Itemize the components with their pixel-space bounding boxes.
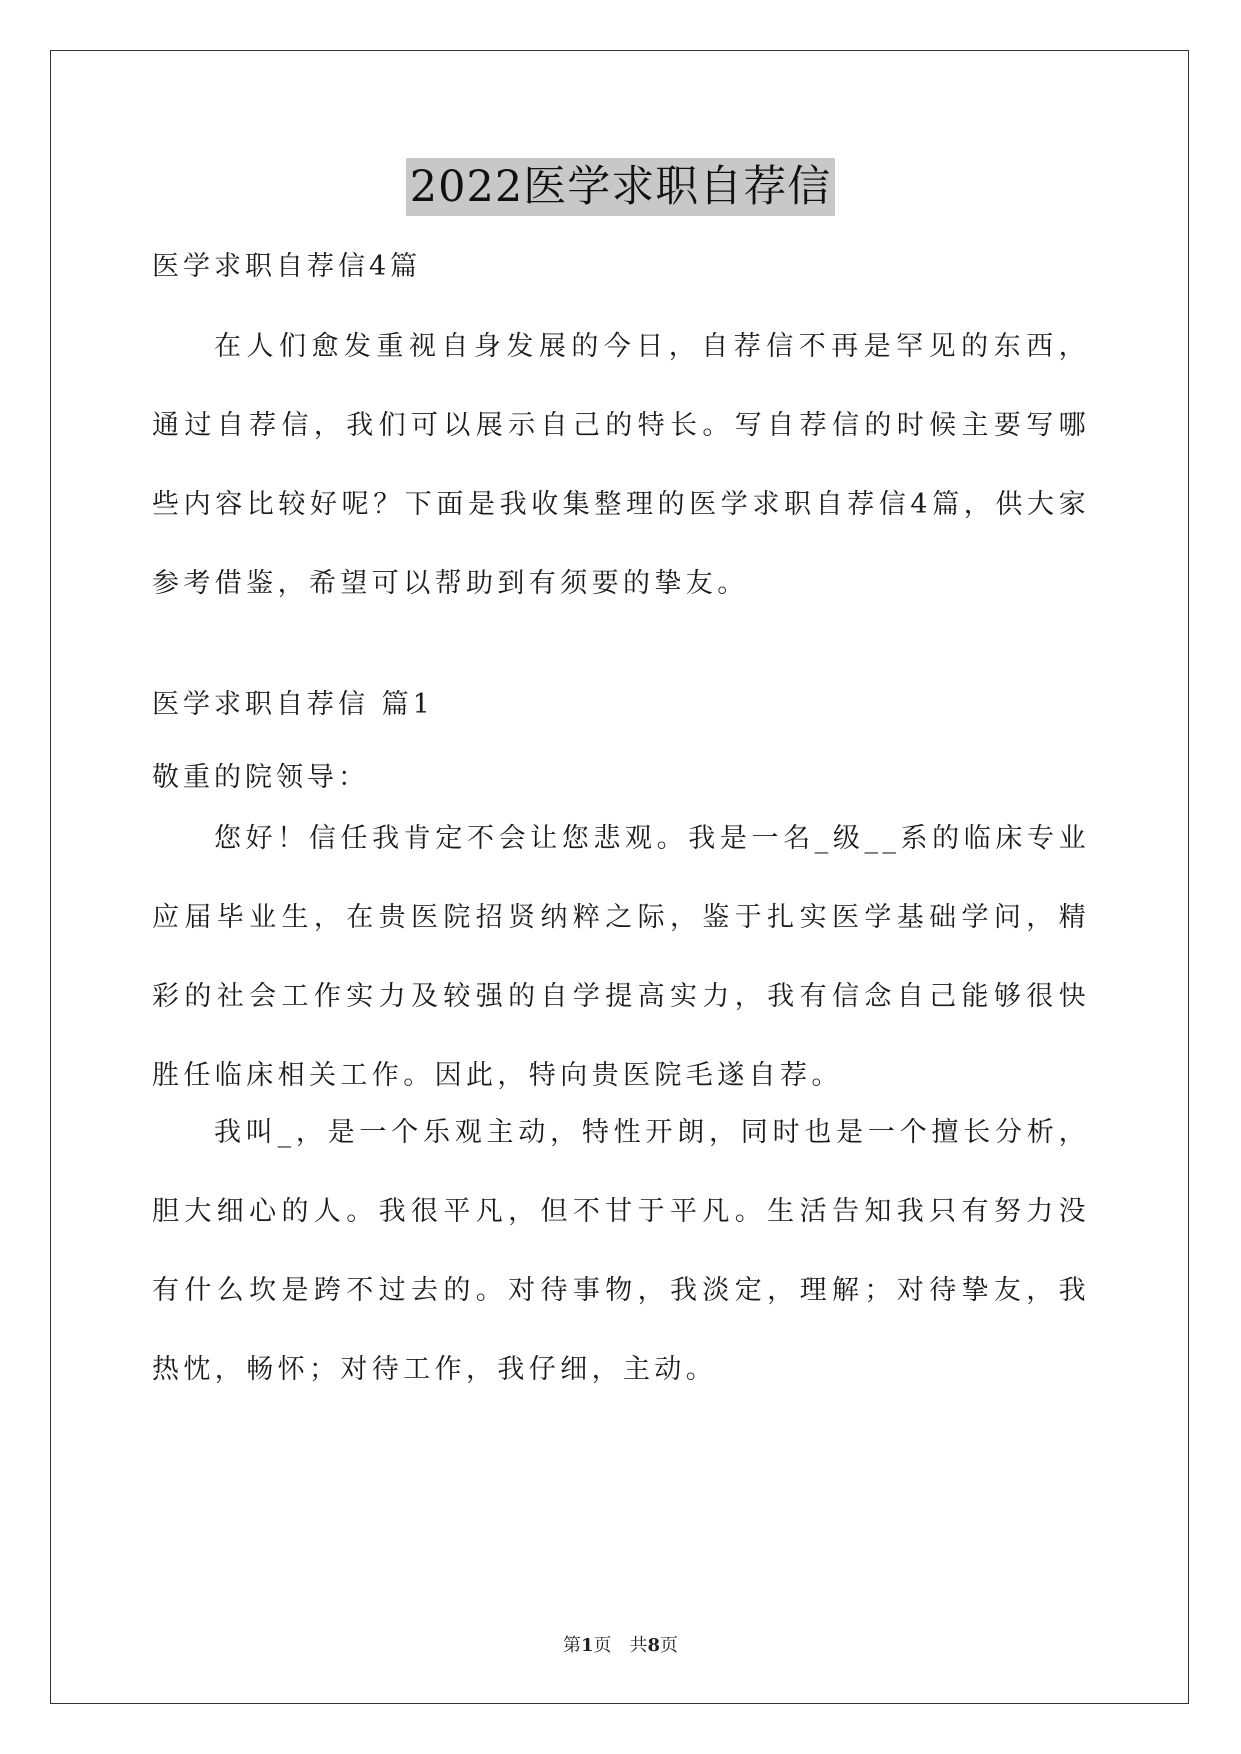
body-paragraph-2: 我叫_，是一个乐观主动，特性开朗，同时也是一个擅长分析，胆大细心的人。我很平凡，但不甘于平凡。生活告知我只有努力没有什么坎是跨不过去的。对待事物，我淡定，理解；对待挚友，我热忱，畅怀；对待工作，我仔细，主动。 — [152, 1117, 1090, 1385]
footer-total-pages: 8 — [647, 1635, 661, 1656]
page-footer — [0, 1631, 1241, 1657]
intro-paragraph: 在人们愈发重视自身发展的今日，自荐信不再是罕见的东西，通过自荐信，我们可以展示自己的特长。写自荐信的时候主要写哪些内容比较好呢？下面是我收集整理的医学求职自荐信4篇，供大家参考借鉴，希望可以帮助到有须要的挚友。 — [152, 331, 1090, 599]
section-heading: 医学求职自荐信 篇1 — [152, 689, 434, 720]
footer-mid: 页 共 — [593, 1635, 648, 1656]
salutation: 敬重的院领导： — [152, 762, 369, 793]
document-subtitle: 医学求职自荐信4篇 — [152, 251, 422, 282]
document-title: 2022医学求职自荐信 — [406, 158, 835, 216]
title-container — [0, 158, 1241, 216]
footer-current-page: 1 — [580, 1635, 594, 1656]
footer-suffix: 页 — [660, 1635, 679, 1656]
footer-prefix: 第 — [562, 1635, 581, 1656]
body-paragraph-1: 您好！信任我肯定不会让您悲观。我是一名_级__系的临床专业应届毕业生，在贵医院招贤纳粹之际，鉴于扎实医学基础学问，精彩的社会工作实力及较强的自学提高实力，我有信念自己能够很快胜任临床相关工作。因此，特向贵医院毛遂自荐。 — [152, 823, 1090, 1091]
